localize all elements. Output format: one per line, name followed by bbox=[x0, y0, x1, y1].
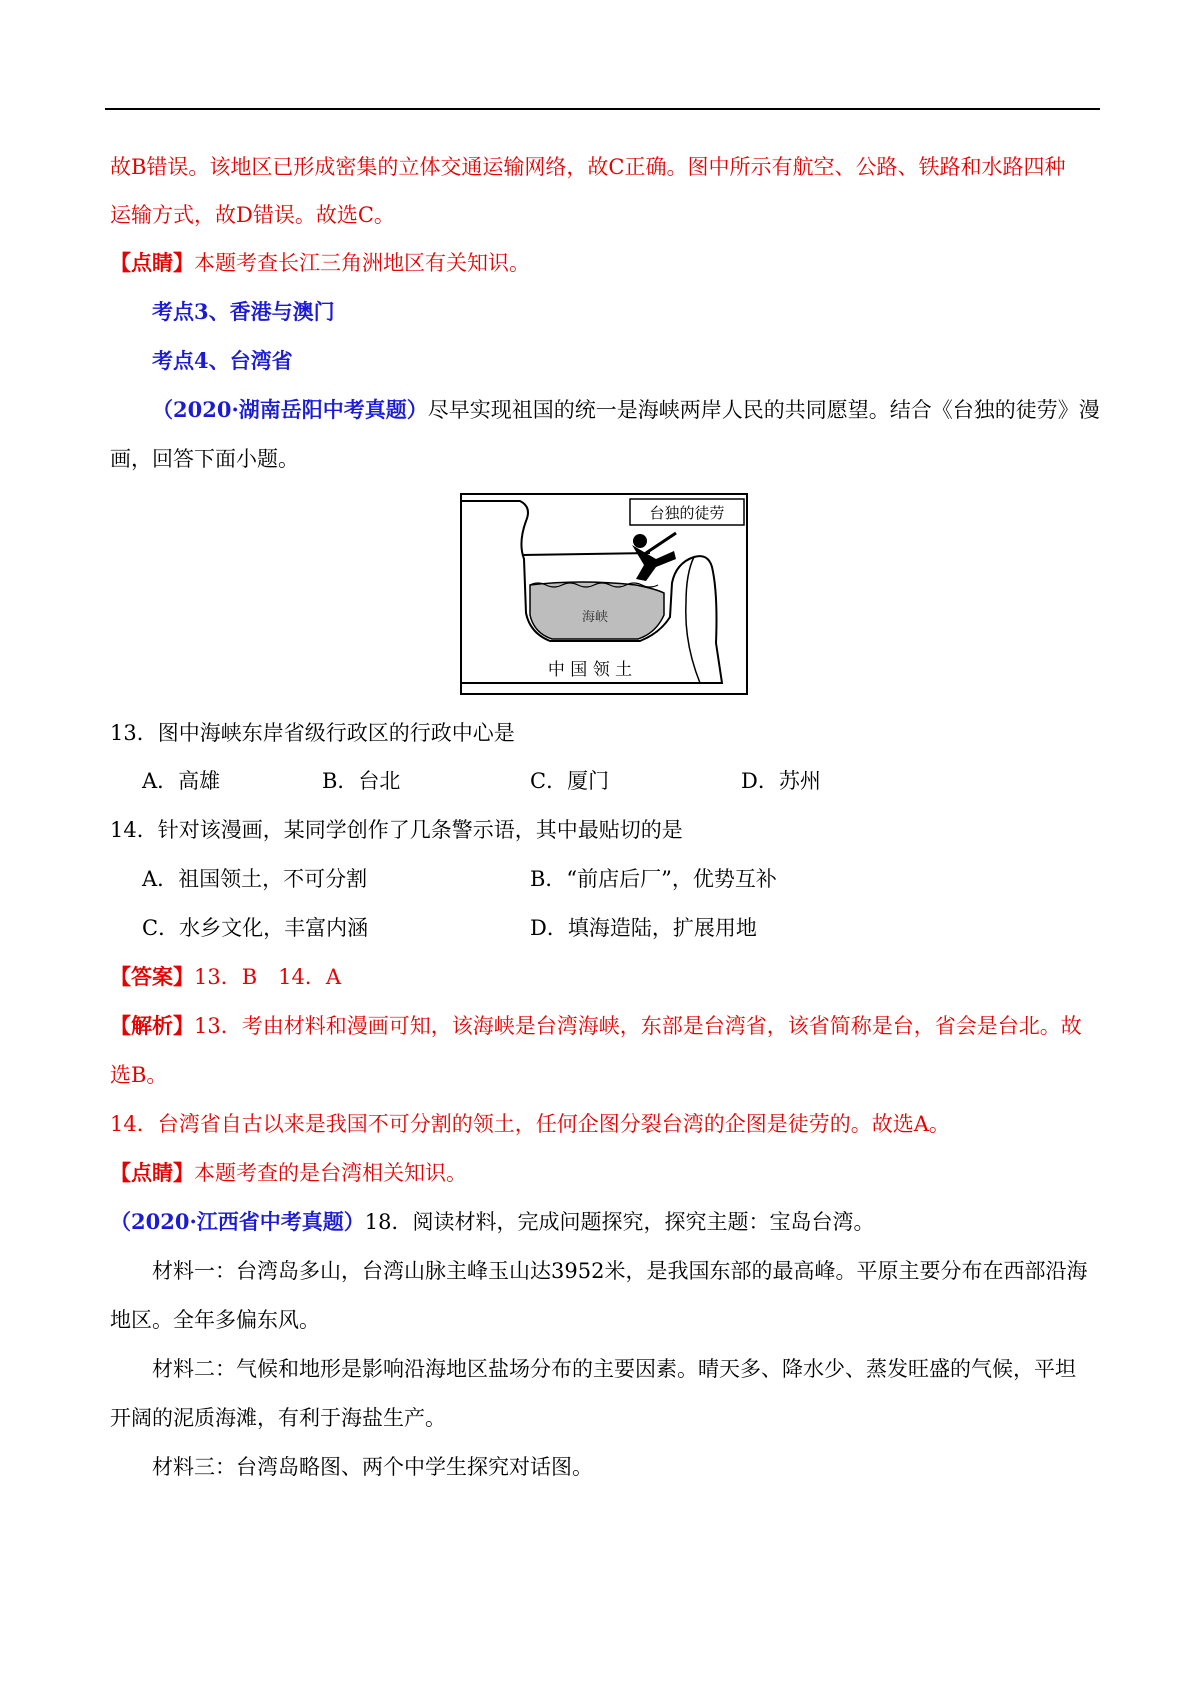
dianjing-2-label: 【点睛】 bbox=[110, 1160, 194, 1185]
question-intro-line-1 bbox=[152, 395, 1100, 425]
question-intro-line-2: 画，回答下面小题。 bbox=[110, 447, 299, 471]
header-rule bbox=[105, 108, 1100, 110]
analysis-line-2: 运输方式，故D错误。故选C。 bbox=[110, 203, 395, 227]
material-1-line-2: 地区。全年多偏东风。 bbox=[110, 1308, 320, 1332]
question-intro-text: 尽早实现祖国的统一是海峡两岸人民的共同愿望。结合《台独的徒劳》漫 bbox=[427, 398, 1100, 422]
material-1-line-1: 材料一：台湾岛多山，台湾山脉主峰玉山达3952米，是我国东部的最高峰。平原主要分布在西部沿海 bbox=[152, 1259, 1088, 1283]
material-3: 材料三：台湾岛略图、两个中学生探究对话图。 bbox=[152, 1455, 593, 1479]
material-2-line-1: 材料二：气候和地形是影响沿海地区盐场分布的主要因素。晴天多、降水少、蒸发旺盛的气候，平坦 bbox=[152, 1357, 1076, 1381]
q13-option-c: C．厦门 bbox=[530, 769, 610, 793]
answer-text: 13．B 14．A bbox=[194, 965, 342, 989]
q13-option-d: D．苏州 bbox=[741, 769, 821, 793]
q14-option-b: B．“前店后厂”，优势互补 bbox=[530, 867, 777, 891]
answer-line bbox=[110, 962, 341, 992]
question-source: （2020·湖南岳阳中考真题） bbox=[152, 397, 428, 422]
analysis-2-line-3: 14．台湾省自古以来是我国不可分割的领土，任何企图分裂台湾的企图是徒劳的。故选A。 bbox=[110, 1112, 950, 1136]
q14-option-c: C．水乡文化，丰富内涵 bbox=[142, 916, 369, 940]
answer-label: 【答案】 bbox=[110, 964, 194, 989]
q14-option-d: D．填海造陆，扩展用地 bbox=[530, 916, 757, 940]
q18-source: （2020·江西省中考真题） bbox=[110, 1209, 365, 1234]
q14-stem: 14．针对该漫画，某同学创作了几条警示语，其中最贴切的是 bbox=[110, 818, 683, 842]
dianjing-label: 【点睛】 bbox=[110, 250, 194, 275]
cartoon-image bbox=[460, 493, 748, 695]
dianjing-2 bbox=[110, 1158, 467, 1188]
q13-option-b: B．台北 bbox=[322, 769, 401, 793]
q13-stem: 13．图中海峡东岸省级行政区的行政中心是 bbox=[110, 721, 515, 745]
dianjing-2-text: 本题考查的是台湾相关知识。 bbox=[194, 1161, 467, 1185]
q14-option-a: A．祖国领土，不可分割 bbox=[142, 867, 368, 891]
analysis-2-line-2: 选B。 bbox=[110, 1063, 168, 1087]
dianjing-text: 本题考查长江三角洲地区有关知识。 bbox=[194, 251, 530, 275]
analysis-2-line-1 bbox=[110, 1011, 1082, 1041]
analysis-text-1: 13．考由材料和漫画可知，该海峡是台湾海峡，东部是台湾省，该省简称是台，省会是台北。故 bbox=[194, 1014, 1082, 1038]
cartoon-title: 台独的徒劳 bbox=[649, 504, 725, 522]
q18-stem: 18．阅读材料，完成问题探究，探究主题：宝岛台湾。 bbox=[364, 1210, 875, 1234]
analysis-label: 【解析】 bbox=[110, 1013, 194, 1038]
analysis-line-1: 故B错误。该地区已形成密集的立体交通运输网络，故C正确。图中所示有航空、公路、铁路和水路四种 bbox=[110, 155, 1066, 179]
cartoon-land-label: 中 国 领 土 bbox=[547, 660, 633, 680]
q18-stem-line bbox=[110, 1207, 875, 1237]
material-2-line-2: 开阔的泥质海滩，有利于海盐生产。 bbox=[110, 1406, 446, 1430]
section-kaodian-4: 考点4、台湾省 bbox=[152, 348, 293, 373]
q13-option-a: A．高雄 bbox=[142, 769, 221, 793]
dianjing-1 bbox=[110, 248, 530, 278]
section-kaodian-3: 考点3、香港与澳门 bbox=[152, 299, 335, 324]
cartoon-strait-label: 海峡 bbox=[581, 610, 609, 625]
